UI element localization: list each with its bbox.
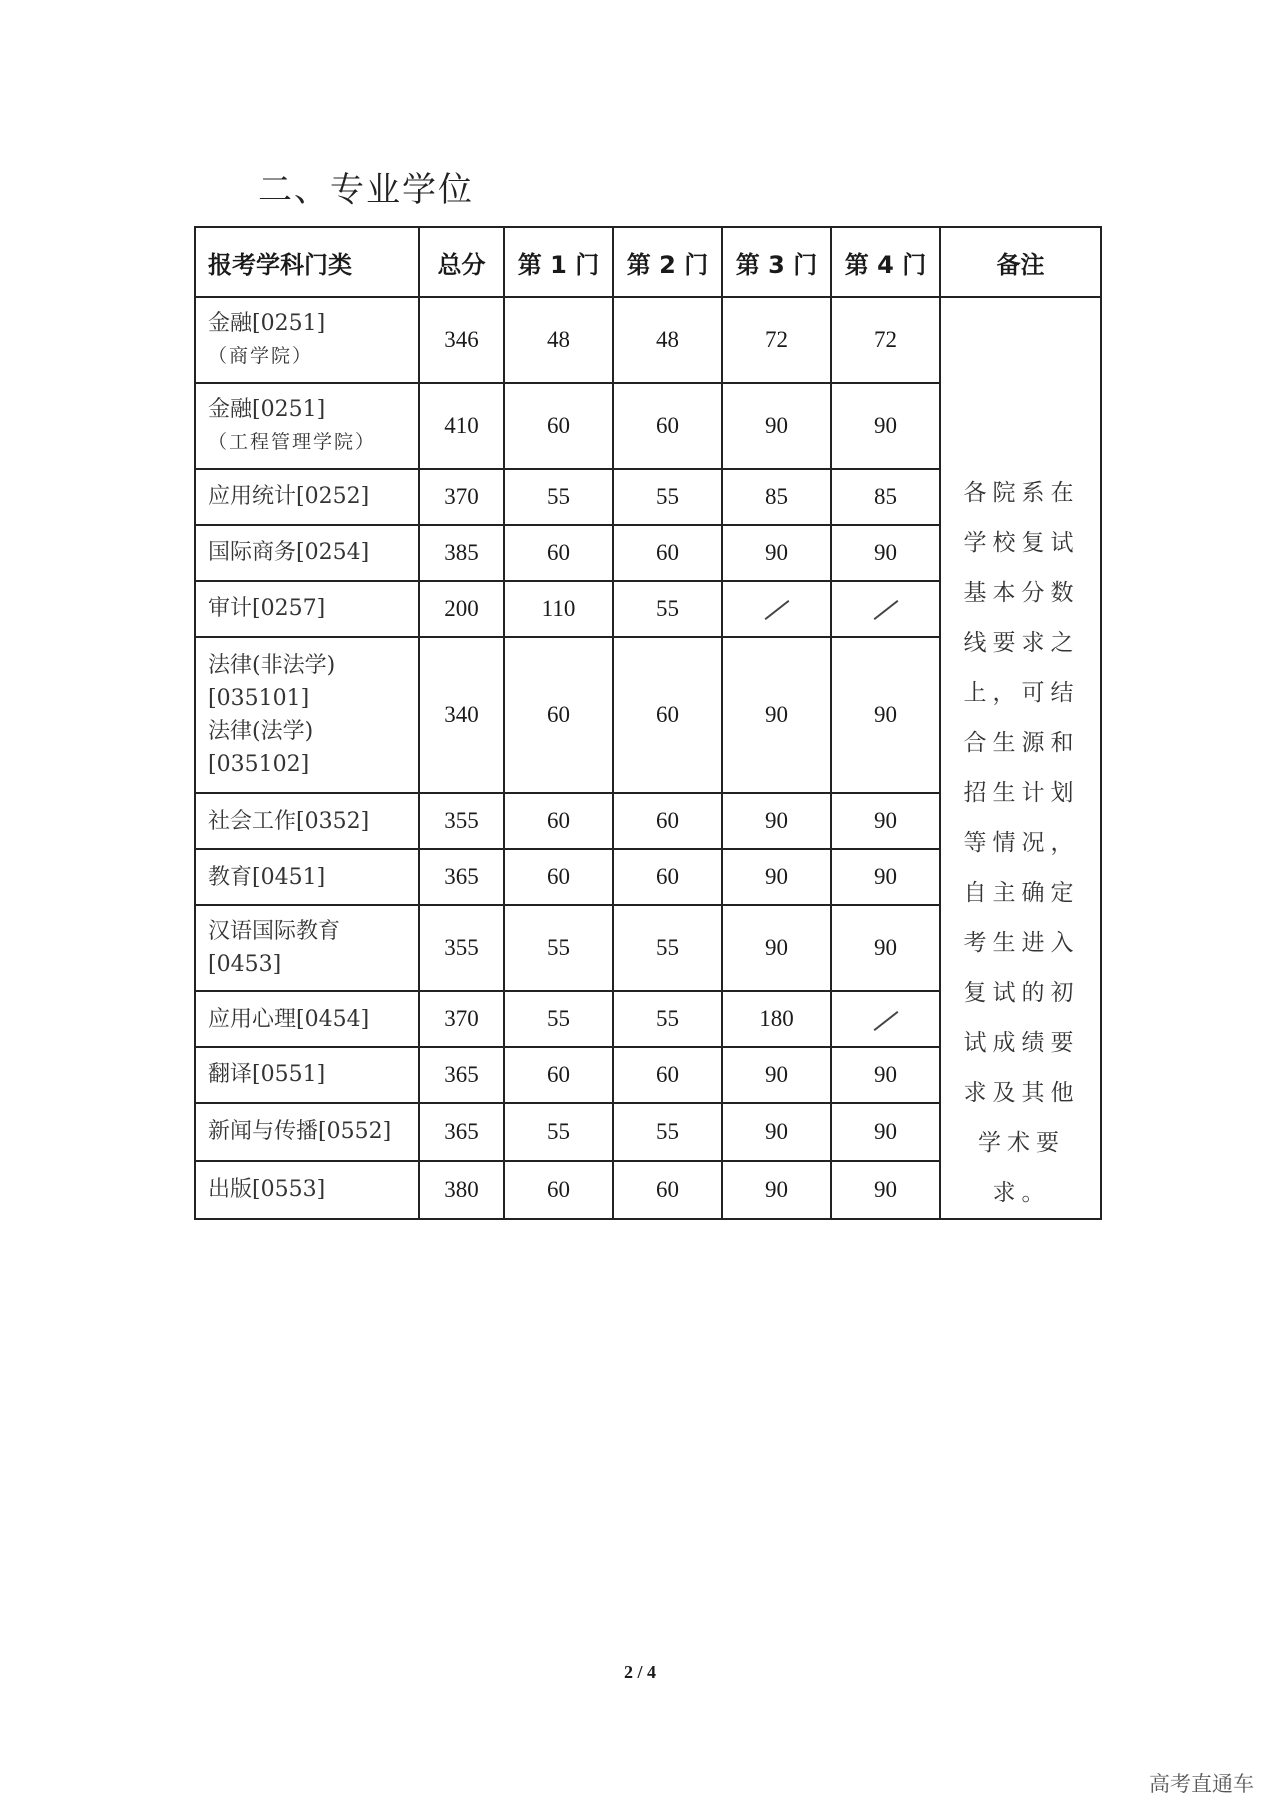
- cell-s3: 90: [722, 383, 831, 469]
- subject-line: 教育[0451]: [208, 864, 326, 890]
- cell-s4: 90: [831, 849, 940, 905]
- subject-line: 汉语国际教育: [208, 919, 341, 945]
- slash-mark: [873, 1011, 898, 1031]
- cell-total: 365: [419, 1103, 504, 1161]
- header-subject-4: 第 4 门: [831, 227, 940, 297]
- header-total: 总分: [419, 227, 504, 297]
- page-number: 2 / 4: [623, 1662, 656, 1682]
- cell-total: 380: [419, 1161, 504, 1219]
- cell-total: 370: [419, 469, 504, 525]
- cell-s1: 60: [504, 793, 613, 849]
- cell-s1: 110: [504, 581, 613, 637]
- header-subject: 报考学科门类: [195, 227, 419, 297]
- cell-total: 385: [419, 525, 504, 581]
- cell-s3: [722, 581, 831, 637]
- cell-total: 355: [419, 793, 504, 849]
- subject-line: 法律(法学): [208, 718, 314, 744]
- cell-subject: [195, 581, 419, 637]
- cell-s4: 90: [831, 905, 940, 991]
- cell-s3: 90: [722, 1047, 831, 1103]
- subject-line: 应用心理[0454]: [208, 1006, 370, 1032]
- header-subject-3: 第 3 门: [722, 227, 831, 297]
- cell-subject: [195, 1103, 419, 1161]
- table-row: [195, 297, 1101, 383]
- cell-s2: 60: [613, 849, 722, 905]
- header-subject-1: 第 1 门: [504, 227, 613, 297]
- cell-s1: 55: [504, 905, 613, 991]
- cell-s3: 90: [722, 1161, 831, 1219]
- cell-s3: 90: [722, 637, 831, 794]
- subject-line: [0453]: [208, 952, 282, 978]
- cell-total: 200: [419, 581, 504, 637]
- subject-line: 出版[0553]: [208, 1177, 326, 1203]
- cell-s3: 72: [722, 297, 831, 383]
- cell-subject: [195, 793, 419, 849]
- cell-subject: [195, 297, 419, 383]
- watermark: 高考直通车: [1149, 1772, 1254, 1796]
- cell-s1: 55: [504, 1103, 613, 1161]
- cell-s2: 48: [613, 297, 722, 383]
- cell-s2: 55: [613, 905, 722, 991]
- cell-s2: 55: [613, 581, 722, 637]
- subject-line: 国际商务[0254]: [208, 540, 370, 566]
- cell-s1: 60: [504, 849, 613, 905]
- cell-s4: 90: [831, 1047, 940, 1103]
- cell-total: 365: [419, 1047, 504, 1103]
- cell-s1: 48: [504, 297, 613, 383]
- cell-s3: 90: [722, 1103, 831, 1161]
- subject-line: 法律(非法学): [208, 652, 336, 678]
- subject-line: （商学院）: [208, 344, 314, 367]
- cell-s2: 60: [613, 383, 722, 469]
- subject-line: 应用统计[0252]: [208, 484, 370, 510]
- subject-line: 金融[0251]: [208, 396, 326, 422]
- subject-line: 新闻与传播[0552]: [208, 1119, 392, 1145]
- cell-s4: [831, 991, 940, 1047]
- cell-s3: 90: [722, 905, 831, 991]
- slash-mark: [873, 600, 898, 620]
- cell-s1: 55: [504, 991, 613, 1047]
- cell-s2: 60: [613, 793, 722, 849]
- section-title: 二、专业学位: [258, 170, 474, 210]
- cell-total: 365: [419, 849, 504, 905]
- header-subject-2: 第 2 门: [613, 227, 722, 297]
- cell-total: 355: [419, 905, 504, 991]
- cell-remark: 各院系在学校复试基本分数线要求之上，可结合生源和招生计划等情况，自主确定考生进入复试的初试成绩要求及其他学术要求。: [940, 297, 1101, 1219]
- subject-line: （工程管理学院）: [208, 430, 377, 453]
- header-remark: 备注: [940, 227, 1101, 297]
- cell-s4: [831, 581, 940, 637]
- table-header-row: [195, 227, 1101, 297]
- cell-subject: [195, 525, 419, 581]
- cell-s1: 60: [504, 1161, 613, 1219]
- subject-line: 社会工作[0352]: [208, 808, 370, 834]
- cell-s4: 90: [831, 793, 940, 849]
- cell-s2: 60: [613, 1161, 722, 1219]
- cell-s1: 60: [504, 637, 613, 794]
- cell-s1: 60: [504, 383, 613, 469]
- cell-s2: 60: [613, 525, 722, 581]
- slash-mark: [764, 600, 789, 620]
- subject-line: 审计[0257]: [208, 596, 326, 622]
- cell-subject: [195, 1047, 419, 1103]
- cell-s4: 90: [831, 1161, 940, 1219]
- subject-line: [035101]: [208, 685, 310, 711]
- cell-s2: 60: [613, 1047, 722, 1103]
- cell-s3: 90: [722, 793, 831, 849]
- cell-subject: [195, 1161, 419, 1219]
- cell-subject: [195, 383, 419, 469]
- cell-s3: 90: [722, 849, 831, 905]
- cell-s4: 90: [831, 1103, 940, 1161]
- cell-s4: 85: [831, 469, 940, 525]
- cell-total: 340: [419, 637, 504, 794]
- cell-s4: 90: [831, 637, 940, 794]
- cell-subject: [195, 469, 419, 525]
- subject-line: 金融[0251]: [208, 310, 326, 336]
- cell-total: 370: [419, 991, 504, 1047]
- cell-s2: 60: [613, 637, 722, 794]
- cell-s3: 180: [722, 991, 831, 1047]
- cell-s1: 60: [504, 1047, 613, 1103]
- subject-line: 翻译[0551]: [208, 1062, 326, 1088]
- cell-subject: [195, 991, 419, 1047]
- cell-s4: 90: [831, 383, 940, 469]
- cell-subject: [195, 905, 419, 991]
- cell-s2: 55: [613, 1103, 722, 1161]
- cell-s4: 72: [831, 297, 940, 383]
- cell-s2: 55: [613, 991, 722, 1047]
- cell-total: 346: [419, 297, 504, 383]
- subject-line: [035102]: [208, 751, 310, 777]
- cell-s1: 55: [504, 469, 613, 525]
- score-table: [194, 226, 1102, 1220]
- cell-s2: 55: [613, 469, 722, 525]
- cell-subject: [195, 849, 419, 905]
- cell-s3: 90: [722, 525, 831, 581]
- cell-s3: 85: [722, 469, 831, 525]
- table-body: [195, 297, 1101, 1219]
- cell-subject: [195, 637, 419, 794]
- cell-total: 410: [419, 383, 504, 469]
- cell-s4: 90: [831, 525, 940, 581]
- cell-s1: 60: [504, 525, 613, 581]
